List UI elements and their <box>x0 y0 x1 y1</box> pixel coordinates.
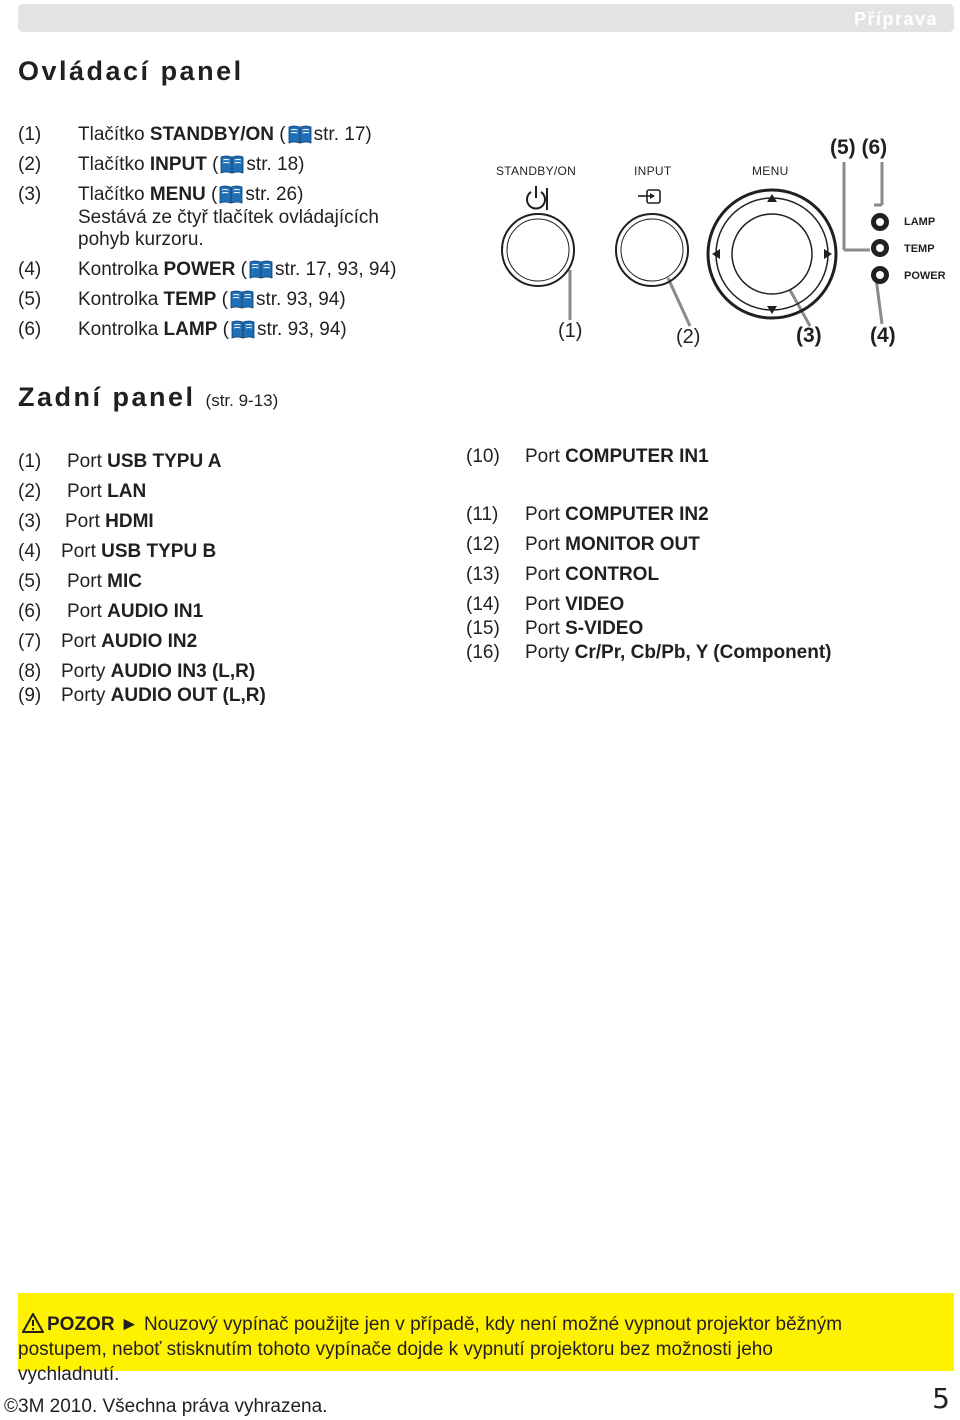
copyright-footer: ©3M 2010. Všechna práva vyhrazena. <box>4 1396 328 1417</box>
warning-arrow: ► <box>119 1314 139 1335</box>
warning-box <box>18 1293 954 1385</box>
warning-label: POZOR <box>47 1314 115 1335</box>
book-icon <box>249 259 273 279</box>
input-label: INPUT <box>634 164 672 178</box>
book-icon <box>219 184 243 204</box>
rear-panel-ref: (str. 9-13) <box>205 391 279 410</box>
callout-1: (1) <box>558 320 583 342</box>
lamp-label: LAMP <box>904 216 936 228</box>
control-panel-title: Ovládací panel <box>18 56 244 86</box>
callout-3: (3) <box>796 324 822 347</box>
callout-2: (2) <box>676 326 701 348</box>
book-icon <box>288 124 312 144</box>
menu-label: MENU <box>752 164 789 178</box>
callout-4: (4) <box>870 324 896 347</box>
book-icon <box>220 154 244 174</box>
power-label: POWER <box>904 270 946 282</box>
standby-label: STANDBY/ON <box>496 164 577 178</box>
header-bar <box>18 4 954 32</box>
control-panel-diagram <box>490 130 956 360</box>
book-icon <box>231 319 255 339</box>
rear-panel-title: Zadní panel (str. 9-13) <box>18 382 279 412</box>
temp-label: TEMP <box>904 243 935 255</box>
page-number: 5 <box>932 1382 950 1415</box>
book-icon <box>230 289 254 309</box>
warning-icon <box>22 1313 44 1333</box>
warning-text: POZOR ► Nouzový vypínač použijte jen v případě, kdy není možné vypnout projektor běžným postupem, neboť stisknutím tohoto vypínače dojde k vypnutí projektoru bez možnosti jeho vychladnutí. <box>18 1314 843 1385</box>
callout-5-6: (5) (6) <box>830 136 888 159</box>
control-item-description: Sestává ze čtyř tlačítek ovládajících <box>78 207 379 228</box>
control-item-description: pohyb kurzoru. <box>78 229 204 250</box>
section-label: Příprava <box>853 9 938 29</box>
